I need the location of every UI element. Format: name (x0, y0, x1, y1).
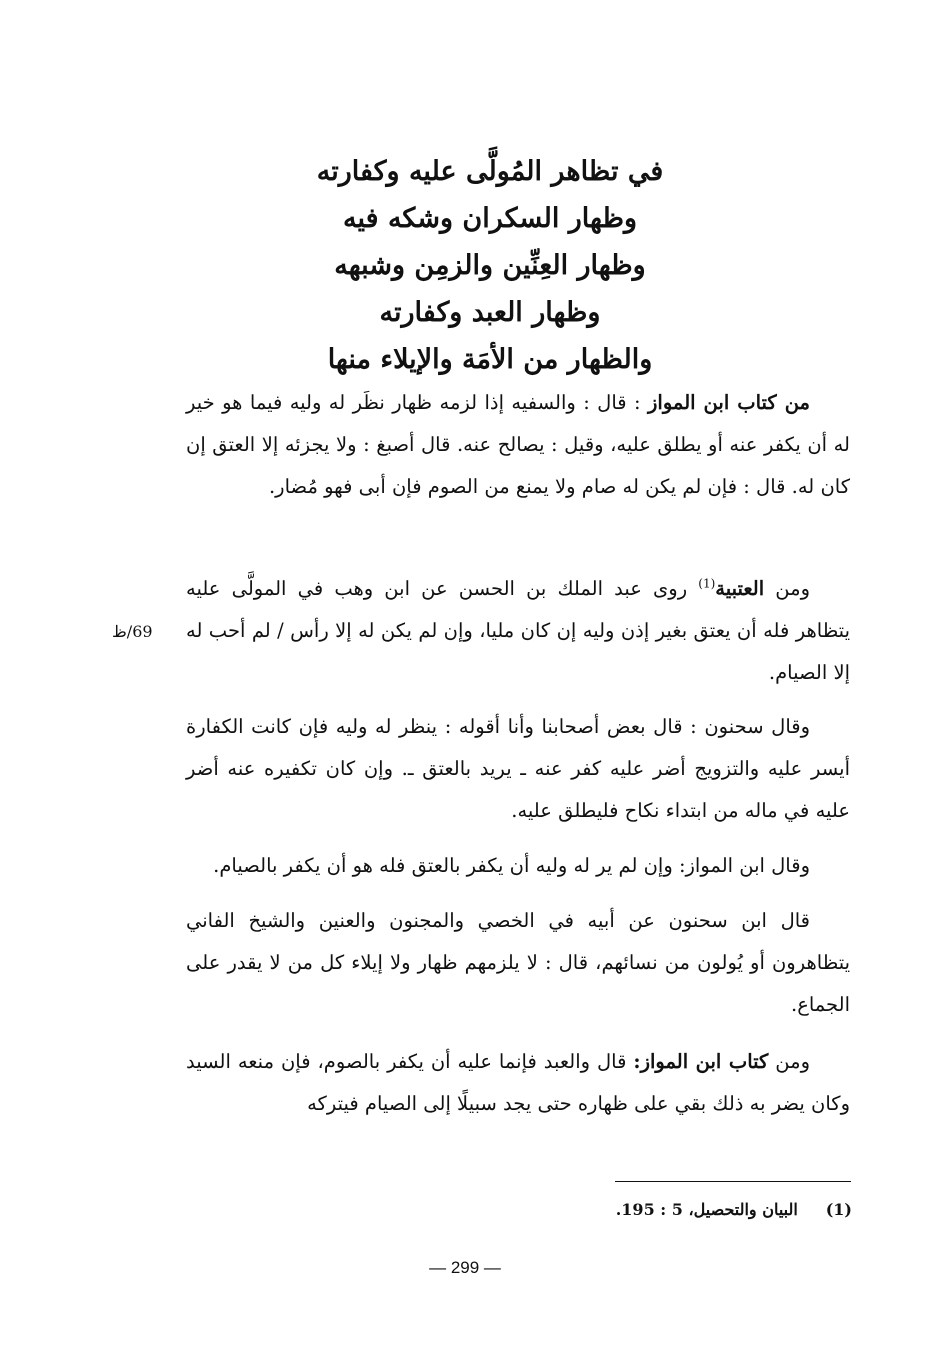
paragraph-5 (186, 900, 850, 1026)
footnote-number: (1) (825, 1200, 852, 1219)
paragraph-6 (186, 1041, 850, 1125)
footnote-text: البيان والتحصيل، 5 : 195. (615, 1200, 798, 1219)
paragraph-4 (186, 845, 850, 887)
footnote-divider (615, 1181, 851, 1182)
manuscript-folio-note: 69/ظ (112, 622, 153, 641)
heading-line-2: وظهار السكران وشكه فيه (343, 203, 637, 234)
paragraph-2 (186, 568, 850, 694)
heading-line-5: والظهار من الأمَة والإيلاء منها (327, 344, 653, 375)
paragraph-3 (186, 706, 850, 832)
paragraph-1 (186, 382, 850, 508)
paragraph-6-text: قال والعبد فإنما عليه أن يكفر بالصوم، فإن منعه السيد وكان يضر به ذلك بقي على ظهاره حتى يجد سبيلًا إلى الصيام فيتركه (186, 1050, 850, 1115)
footnote (560, 1196, 852, 1224)
chapter-heading (300, 148, 680, 383)
heading-line-1: في تظاهر المُولَّى عليه وكفارته (316, 156, 664, 187)
paragraph-5-text: قال ابن سحنون عن أبيه في الخصي والمجنون والعنين والشيخ الفاني يتظاهرون أو يُولون من نسائهم، قال : لا يلزمهم ظهار ولا إيلاء كل من لا يقدر على الجماع. (186, 909, 850, 1016)
paragraph-3-text: وقال سحنون : قال بعض أصحابنا وأنا أقوله : ينظر له وليه فإن كانت الكفارة أيسر عليه والتزويج أضر عليه كفر عنه ـ يريد بالعتق ـ. وإن كان تكفيره عنه أضر عليه في ماله من ابتداء نكاح فليطلق عليه. (186, 715, 850, 822)
paragraph-2-text: روى عبد الملك بن الحسن عن ابن وهب في المولَّى عليه يتظاهر فله أن يعتق بغير إذن وليه إن كان مليا، وإن لم يكن له إلا رأس / لم أحب له إلا الصيام. (186, 577, 850, 684)
paragraph-2-source: العتبية (715, 577, 765, 600)
heading-line-3: وظهار العِنِّين والزمِن وشبهه (334, 250, 646, 281)
page-number: — 299 — (429, 1258, 501, 1277)
paragraph-6-source: كتاب ابن المواز: (633, 1050, 769, 1073)
footnote-reference[interactable]: (1) (698, 576, 716, 591)
heading-line-4: وظهار العبد وكفارته (379, 297, 601, 328)
paragraph-1-text: : قال : والسفيه إذا لزمه ظهار نظَر له وليه فيما هو خير له أن يكفر عنه أو يطلق عليه، وقيل : يصالح عنه. قال أصبغ : ولا يجزئه إلا العتق إن كان له. قال : فإن لم يكن له صام ولا يمنع من الصوم فإن أبى فهو مُضار. (186, 391, 850, 498)
paragraph-2-lead: ومن (764, 577, 810, 600)
paragraph-1-source: من كتاب ابن المواز (648, 391, 811, 414)
paragraph-4-text: وقال ابن المواز: وإن لم ير له وليه أن يكفر بالعتق فله هو أن يكفر بالصيام. (213, 854, 810, 877)
paragraph-6-lead: ومن (768, 1050, 810, 1073)
